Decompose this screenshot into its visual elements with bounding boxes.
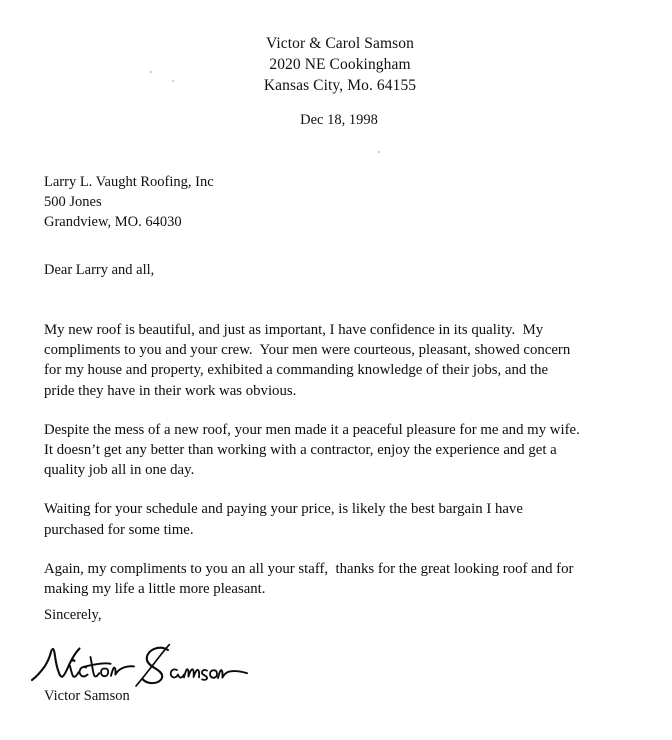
body-line: Despite the mess of a new roof, your men made it a peaceful pleasure for me and my wife. [44,421,580,438]
recipient-address [44,172,214,232]
body-paragraph [44,559,634,599]
recipient-city-state-zip: Grandview, MO. 64030 [44,214,182,230]
sender-city-state-zip: Kansas City, Mo. 64155 [263,77,417,94]
body-line: pride they have in their work was obvious. [44,382,297,399]
sender-street: 2020 NE Cookingham [269,56,411,73]
recipient-company: Larry L. Vaught Roofing, Inc [44,174,214,190]
letter-date: Dec 18, 1998 [300,112,378,128]
letter-body [44,320,634,618]
body-paragraph [44,499,634,539]
body-line: purchased for some time. [44,521,194,538]
scan-speckle-icon [378,151,380,153]
recipient-street: 500 Jones [44,194,102,210]
body-line: It doesn’t get any better than working with a contractor, enjoy the experience and get a [44,442,557,459]
body-line: quality job all in one day. [44,462,195,479]
salutation: Dear Larry and all, [44,262,155,278]
body-line: for my house and property, exhibited a commanding knowledge of their jobs, and the [44,362,549,379]
handwritten-signature [26,636,256,692]
closing-line: Sincerely, [44,607,102,623]
body-line: Waiting for your schedule and paying your price, is likely the best bargain I have [44,501,523,518]
body-line: My new roof is beautiful, and just as important, I have confidence in its quality. My [44,322,544,338]
body-paragraph [44,420,634,481]
letterhead [0,33,672,96]
body-paragraph [44,320,634,401]
body-line: compliments to you and your crew. Your men were courteous, pleasant, showed concern [44,342,571,359]
signer-typed-name: Victor Samson [44,688,130,704]
sender-name: Victor & Carol Samson [266,35,414,52]
body-line: Again, my compliments to you an all your staff, thanks for the great looking roof and for [44,560,574,577]
body-line: making my life a little more pleasant. [44,581,266,598]
